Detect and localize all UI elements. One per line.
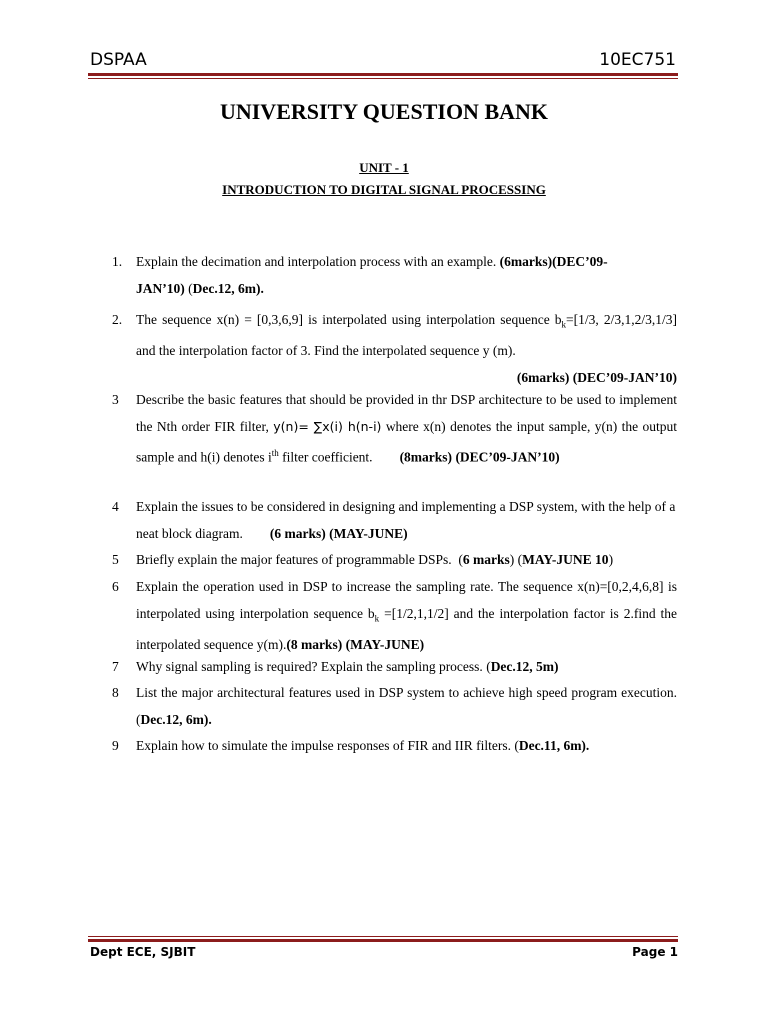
question-number: 5 bbox=[112, 552, 119, 567]
unit-heading: UNIT - 1 bbox=[359, 160, 409, 175]
question-7: 7 Why signal sampling is required? Explain the sampling process. (Dec.12, 5m) bbox=[112, 654, 677, 681]
question-text: filter coefficient. bbox=[282, 449, 373, 465]
footer-page-number: Page 1 bbox=[632, 945, 678, 959]
question-marks: (DEC’09-JAN’10) bbox=[455, 449, 560, 465]
unit-subtitle: INTRODUCTION TO DIGITAL SIGNAL PROCESSING bbox=[222, 182, 546, 197]
header-course-code: 10EC751 bbox=[599, 50, 676, 70]
question-number: 2. bbox=[112, 312, 123, 327]
question-marks: Dec.12, 5m) bbox=[490, 659, 559, 674]
question-6 bbox=[112, 574, 677, 658]
question-marks: 6 marks bbox=[462, 552, 510, 567]
question-4 bbox=[112, 494, 677, 547]
question-text: Explain the issues to be considered in designing and implementing a DSP system, with the help of a neat block diagram. bbox=[136, 499, 676, 541]
question-marks: (6marks) (DEC’09-JAN’10) bbox=[516, 369, 677, 385]
question-text: Briefly explain the major features of programmable DSPs. bbox=[136, 552, 452, 567]
question-text: =[1/3, 2/3,1,2/3,1/3] and the interpolation factor of 3. Find the interpolated sequence y (m). bbox=[136, 312, 677, 359]
question-text: Explain the decimation and interpolation process with an example. bbox=[136, 254, 497, 269]
question-number: 8 bbox=[112, 685, 119, 700]
question-marks: Dec.12, 6m). bbox=[192, 280, 264, 296]
question-5: 5 Briefly explain the major features of programmable DSPs. (6 marks) (MAY-JUNE 10) bbox=[112, 547, 677, 574]
question-8: 8 List the major architectural features used in DSP system to achieve high speed program execution. (Dec.12, 6m). bbox=[112, 680, 677, 733]
question-marks: MAY-JUNE 10 bbox=[522, 552, 609, 567]
question-text: Why signal sampling is required? Explain the sampling process. bbox=[136, 659, 483, 674]
question-text: where x(n) denotes the input sample, y(n) the output sample and h(i) denotes i bbox=[136, 418, 677, 465]
header-rule-thin bbox=[88, 78, 678, 79]
question-marks: Dec.12, 6m). bbox=[140, 711, 212, 727]
question-9: 9 Explain how to simulate the impulse responses of FIR and IIR filters. (Dec.11, 6m). bbox=[112, 733, 677, 760]
question-marks: (MAY-JUNE) bbox=[345, 636, 425, 652]
question-number: 6 bbox=[112, 579, 119, 594]
footer-rule-thick bbox=[88, 939, 678, 942]
question-text: List the major architectural features used in DSP system to achieve high speed program execution. bbox=[136, 685, 677, 700]
question-text: Explain the operation used in DSP to increase the sampling rate. The sequence x(n)=[0,2,4,6,8] is interpolated using interpolation sequence b bbox=[136, 579, 677, 621]
question-marks: (6 marks) bbox=[269, 525, 326, 541]
question-marks: (MAY-JUNE) bbox=[329, 525, 408, 541]
question-2 bbox=[112, 307, 677, 391]
page-title: UNIVERSITY QUESTION BANK bbox=[219, 99, 549, 124]
header-course-name: DSPAA bbox=[90, 50, 147, 70]
question-3 bbox=[112, 387, 677, 471]
question-marks: Dec.11, 6m). bbox=[518, 738, 590, 753]
question-marks: (8 marks) bbox=[286, 636, 343, 652]
question-text: The sequence x(n) = [0,3,6,9] is interpolated using interpolation sequence b bbox=[136, 312, 562, 327]
question-text: Describe the basic features that should be provided in thr DSP architecture to be used to implement the Nth order FIR filter, bbox=[136, 392, 677, 434]
question-number: 3 bbox=[112, 392, 119, 407]
question-marks: (6marks)(DEC’09- bbox=[499, 254, 608, 269]
question-number: 4 bbox=[112, 499, 119, 514]
header-rule-thick bbox=[88, 73, 678, 76]
question-marks: (8marks) bbox=[399, 449, 453, 465]
question-text: Explain how to simulate the impulse responses of FIR and IIR filters. bbox=[136, 738, 511, 753]
question-1: 1. Explain the decimation and interpolation process with an example. (6marks)(DEC’09- JAN’10) (Dec.12, 6m). bbox=[112, 249, 677, 302]
superscript: th bbox=[271, 448, 279, 458]
question-number: 1. bbox=[112, 254, 123, 269]
footer-department: Dept ECE, SJBIT bbox=[90, 945, 196, 959]
footer-rule-thin bbox=[88, 936, 678, 937]
subscript: k bbox=[561, 319, 567, 330]
formula: y(n)= ∑x(i) h(n-i) bbox=[273, 418, 382, 434]
question-number: 7 bbox=[112, 659, 119, 674]
question-marks: JAN’10) bbox=[136, 280, 185, 296]
question-number: 9 bbox=[112, 738, 119, 753]
subscript: k bbox=[374, 613, 380, 624]
question-text: =[1/2,1,1/2] and the interpolation factor is 2.find the interpolated sequence y(m). bbox=[136, 605, 678, 652]
